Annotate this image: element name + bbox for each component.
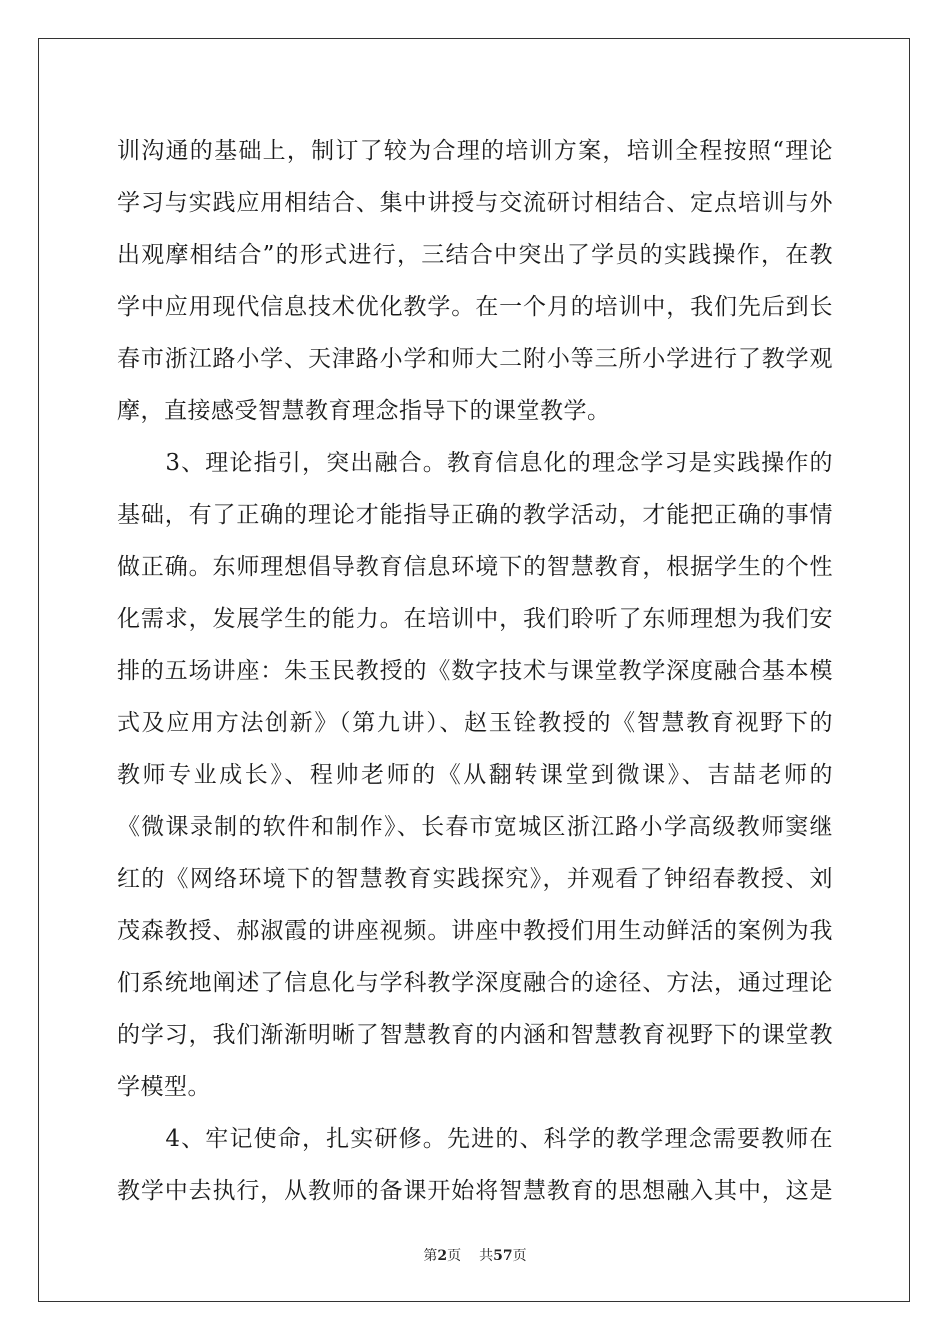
text-line: 式及应用方法创新》（第九讲）、赵玉铨教授的《智慧教育视野下的	[117, 710, 833, 736]
text-line: 学中应用现代信息技术优化教学。在一个月的培训中，我们先后到长	[117, 294, 833, 320]
text-line: 学模型。	[117, 1074, 211, 1100]
text-line: 基础，有了正确的理论才能指导正确的教学活动，才能把正确的事情	[117, 502, 833, 528]
page-footer	[0, 1245, 950, 1265]
page-number: 2	[437, 1248, 448, 1264]
text-line: 教学中去执行，从教师的备课开始将智慧教育的思想融入其中，这是	[117, 1178, 833, 1204]
document-body	[117, 125, 833, 1217]
text-line: 训沟通的基础上，制订了较为合理的培训方案，培训全程按照“理论	[117, 138, 833, 164]
text-line: 4、牢记使命，扎实研修。先进的、科学的教学理念需要教师在	[117, 1126, 833, 1152]
text-line: 出观摩相结合”的形式进行，三结合中突出了学员的实践操作，在教	[117, 242, 833, 268]
text-line: 排的五场讲座：朱玉民教授的《数字技术与课堂教学深度融合基本模	[117, 658, 833, 684]
page-prefix: 第	[423, 1248, 438, 1264]
text-line: 的学习，我们渐渐明晰了智慧教育的内涵和智慧教育视野下的课堂教	[117, 1022, 833, 1048]
total-prefix: 共	[479, 1248, 494, 1264]
total-suffix: 页	[512, 1248, 527, 1264]
text-line: 摩，直接感受智慧教育理念指导下的课堂教学。	[117, 398, 611, 424]
text-line: 3、理论指引，突出融合。教育信息化的理念学习是实践操作的	[117, 450, 833, 476]
text-line: 化需求，发展学生的能力。在培训中，我们聆听了东师理想为我们安	[117, 606, 833, 632]
text-line: 教师专业成长》、程帅老师的《从翻转课堂到微课》、吉喆老师的	[117, 762, 833, 788]
total-pages: 57	[493, 1248, 513, 1264]
text-line: 们系统地阐述了信息化与学科教学深度融合的途径、方法，通过理论	[117, 970, 833, 996]
text-line: 春市浙江路小学、天津路小学和师大二附小等三所小学进行了教学观	[117, 346, 833, 372]
text-line: 茂森教授、郝淑霞的讲座视频。讲座中教授们用生动鲜活的案例为我	[117, 918, 833, 944]
page-suffix: 页	[447, 1248, 462, 1264]
text-line: 做正确。东师理想倡导教育信息环境下的智慧教育，根据学生的个性	[117, 554, 833, 580]
text-line: 学习与实践应用相结合、集中讲授与交流研讨相结合、定点培训与外	[117, 190, 833, 216]
text-line: 红的《网络环境下的智慧教育实践探究》，并观看了钟绍春教授、刘	[117, 866, 833, 892]
text-line: 《微课录制的软件和制作》、长春市宽城区浙江路小学高级教师窦继	[117, 814, 833, 840]
